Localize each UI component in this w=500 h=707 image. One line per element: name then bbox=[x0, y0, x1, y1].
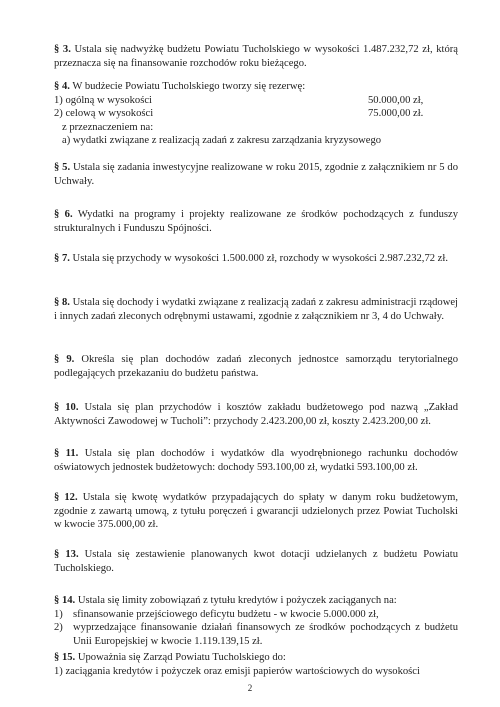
paragraph-text: Upoważnia się Zarząd Powiatu Tucholskiego do: bbox=[77, 652, 286, 663]
list-marker: 2) bbox=[54, 622, 63, 634]
reserve-amount: 50.000,00 zł, bbox=[368, 94, 424, 106]
section-number: § 9. bbox=[54, 354, 75, 365]
paragraph-4 bbox=[54, 80, 458, 148]
reserve-purpose-item: a) wydatki związane z realizacją zadań z zakresu zarządzania kryzysowego bbox=[62, 135, 382, 147]
paragraph-text: Wydatki na programy i projekty realizowane ze środków pochodzących z funduszy strukturalnych i Funduszu Spójności. bbox=[54, 209, 458, 234]
paragraph-text: Ustala się dochody i wydatki związane z realizacją zadań z zakresu administracji rządowej i innych zadań zleconych odrębnymi ustawami, zgodnie z załącznikiem nr 3, 4 do Uchwały. bbox=[54, 297, 458, 322]
page-number: 2 bbox=[247, 683, 253, 693]
list-marker: 1) bbox=[54, 608, 63, 620]
limit-item-eu-funding bbox=[54, 621, 458, 648]
reserve-label: 1) ogólną w wysokości bbox=[54, 94, 152, 106]
paragraph-text: Ustala się plan dochodów i wydatków dla wyodrębnionego rachunku dochodów oświatowych jednostek budżetowych: dochody 593.100,00 zł, wydatki 593.100,00 zł. bbox=[54, 448, 458, 473]
reserve-item-general bbox=[54, 94, 458, 108]
limit-item-deficit bbox=[54, 608, 458, 622]
paragraph-text: W budżecie Powiatu Tucholskiego tworzy się rezerwę: bbox=[72, 81, 306, 92]
authorization-item: 1) zaciągania kredytów i pożyczek oraz emisji papierów wartościowych do wysokości bbox=[54, 665, 420, 677]
paragraph-text: Ustala się limity zobowiązań z tytułu kredytów i pożyczek zaciąganych na: bbox=[77, 595, 397, 606]
section-number: § 13. bbox=[54, 549, 79, 560]
paragraph-8 bbox=[54, 296, 458, 323]
section-number: § 11. bbox=[54, 448, 79, 459]
paragraph-5 bbox=[54, 161, 458, 188]
paragraph-text: Ustala się nadwyżkę budżetu Powiatu Tucholskiego w wysokości 1.487.232,72 zł, którą przeznacza się na finansowanie rozchodów roku bieżącego. bbox=[54, 44, 458, 69]
section-number: § 3. bbox=[54, 44, 71, 55]
section-number: § 8. bbox=[54, 297, 70, 308]
section-number: § 4. bbox=[54, 81, 70, 92]
section-number: § 15. bbox=[54, 652, 76, 663]
paragraph-text: Ustala się zadania inwestycyjne realizowane w roku 2015, zgodnie z załącznikiem nr 5 do Uchwały. bbox=[54, 162, 458, 187]
paragraph-12 bbox=[54, 491, 458, 532]
reserve-label: 2) celową w wysokości bbox=[54, 108, 154, 120]
paragraph-13 bbox=[54, 548, 458, 575]
paragraph-text: Ustala się plan przychodów i kosztów zakładu budżetowego pod nazwą „Zakład Aktywności Zawodowej w Tucholi”: przychody 2.423.200,00 zł, koszty 2.423.200,00 zł. bbox=[54, 402, 459, 427]
paragraph-14 bbox=[54, 594, 458, 648]
paragraph-6 bbox=[54, 208, 458, 235]
paragraph-text: Ustala się kwotę wydatków przypadających do spłaty w danym roku budżetowym, zgodnie z zawartą umową, z tytułu poręczeń i gwarancji udzielonych przez Powiat Tucholski w kwocie 375.000,00 zł. bbox=[54, 492, 459, 531]
section-number: § 7. bbox=[54, 253, 70, 264]
section-number: § 6. bbox=[54, 209, 73, 220]
section-number: § 14. bbox=[54, 595, 76, 606]
paragraph-text: Ustala się przychody w wysokości 1.500.000 zł, rozchody w wysokości 2.987.232,72 zł. bbox=[72, 253, 448, 264]
paragraph-3 bbox=[54, 43, 458, 70]
paragraph-text: Ustala się zestawienie planowanych kwot dotacji udzielanych z budżetu Powiatu Tucholskiego. bbox=[54, 549, 459, 574]
paragraph-7 bbox=[54, 252, 458, 266]
section-number: § 10. bbox=[54, 402, 79, 413]
paragraph-10 bbox=[54, 401, 458, 428]
paragraph-15 bbox=[54, 651, 458, 678]
section-number: § 12. bbox=[54, 492, 78, 503]
section-number: § 5. bbox=[54, 162, 71, 173]
reserve-purpose: z przeznaczeniem na: bbox=[62, 121, 154, 133]
reserve-item-targeted bbox=[54, 107, 458, 121]
reserve-amount: 75.000,00 zł. bbox=[368, 108, 424, 120]
list-item-text: wyprzedzające finansowanie działań finansowych ze środków pochodzących z budżetu Unii Europejskiej w kwocie 1.119.139,15 zł. bbox=[73, 622, 458, 647]
paragraph-text: Określa się plan dochodów zadań zleconych jednostce samorządu terytorialnego podlegających przekazaniu do budżetu państwa. bbox=[54, 354, 458, 379]
list-item-text: sfinansowanie przejściowego deficytu budżetu - w kwocie 5.000.000 zł, bbox=[73, 608, 379, 620]
paragraph-9 bbox=[54, 353, 458, 380]
paragraph-11 bbox=[54, 447, 458, 474]
